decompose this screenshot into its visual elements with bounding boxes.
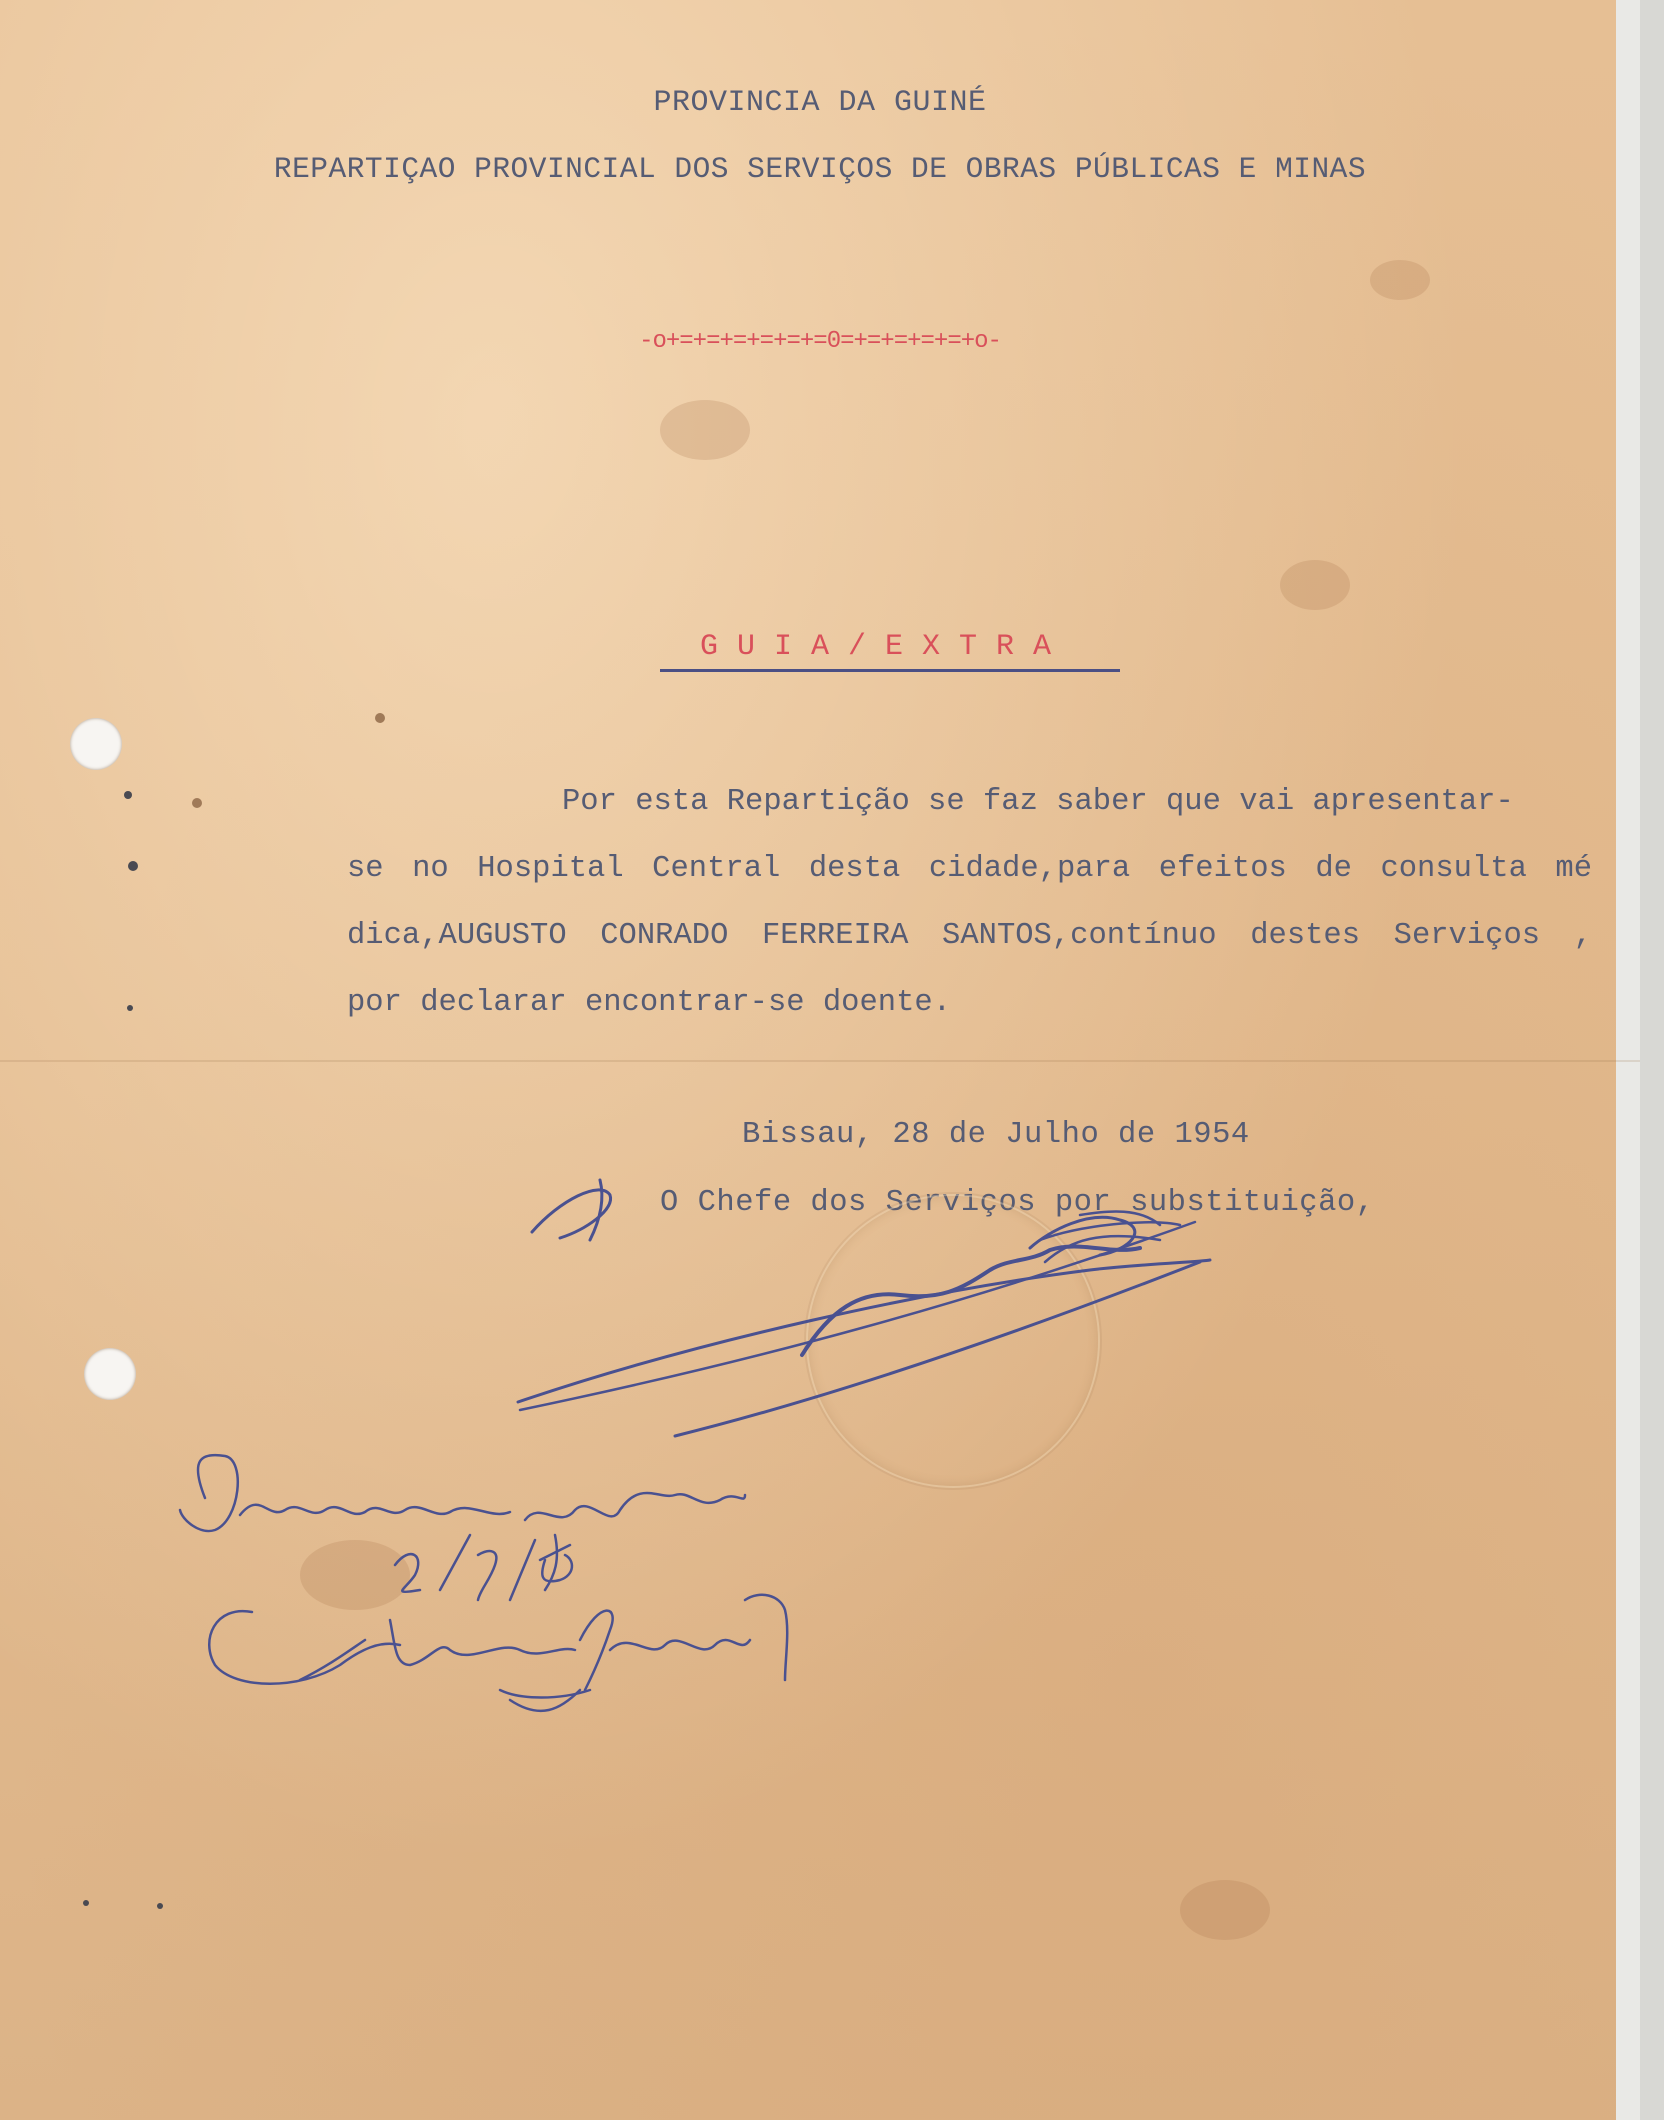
header-department: REPARTIÇAO PROVINCIAL DOS SERVIÇOS DE OBRAS PÚBLICAS E MINAS [273,152,1367,186]
ornament-divider: -o+=+=+=+=+=+=0=+=+=+=+=+o- [639,328,1001,355]
document-title: G U I A / E X T R A [700,630,1052,664]
signature-stroke [520,1222,1195,1410]
signatory-title: O Chefe dos Serviços por substituição, [660,1186,1375,1220]
signature-stroke [675,1262,1200,1436]
body-line-1: Por esta Repartição se faz saber que vai apresentar- [562,785,1514,819]
header-province: PROVINCIA DA GUINÉ [653,86,987,120]
specks [83,713,385,1909]
handwritten-note [180,1455,787,1711]
body-line-3: dica,AUGUSTO CONRADO FERREIRA SANTOS,contínuo destes Serviços , [347,919,1592,953]
place-date: Bissau, 28 de Julho de 1954 [742,1118,1250,1152]
body-line-2: se no Hospital Central desta cidade,para efeitos de consulta mé [347,852,1592,886]
body-line-4: por declarar encontrar-se doente. [347,986,951,1020]
signature-stroke [802,1246,1140,1355]
